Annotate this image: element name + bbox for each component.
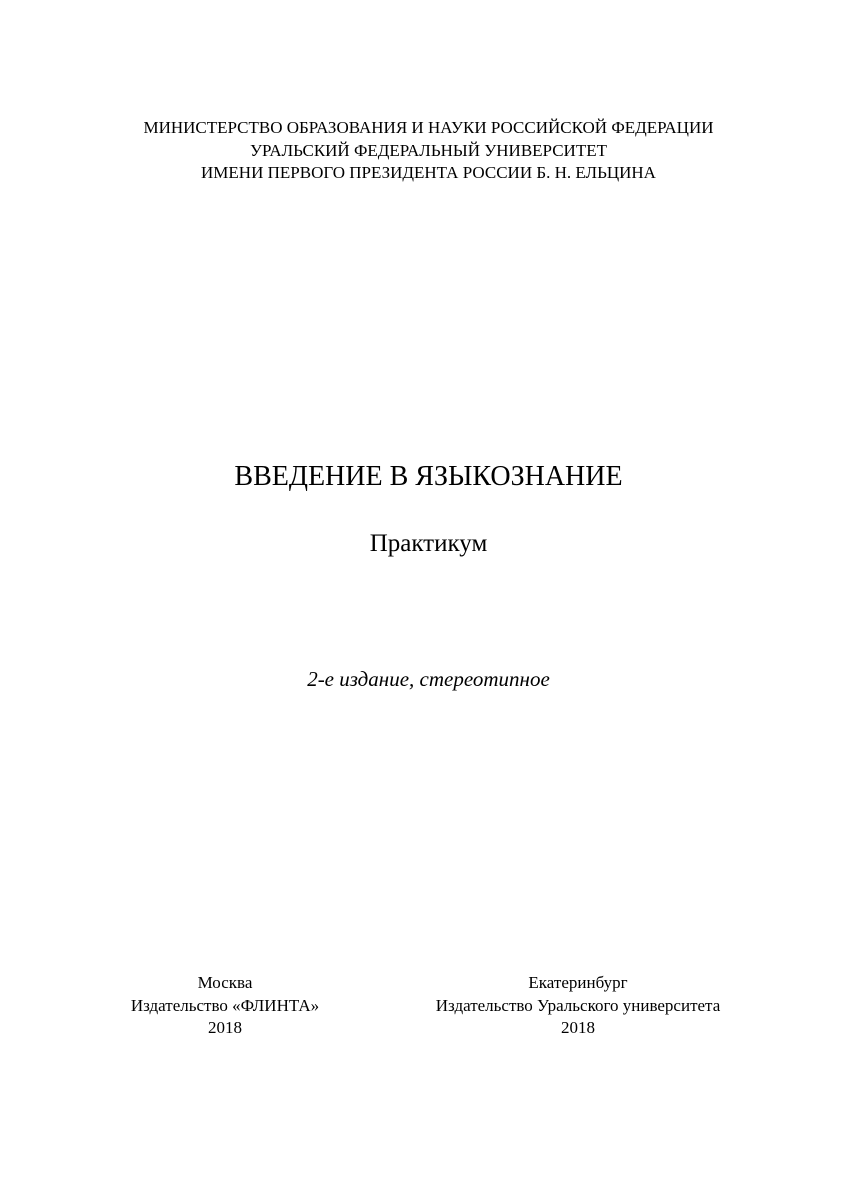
edition-note: 2-е издание, стереотипное [307,667,550,691]
publisher-city: Москва [197,973,253,992]
university-name-line: ИМЕНИ ПЕРВОГО ПРЕЗИДЕНТА РОССИИ Б. Н. ЕЛЬЦИНА [201,163,656,182]
publisher-year: 2018 [208,1018,242,1037]
university-line: УРАЛЬСКИЙ ФЕДЕРАЛЬНЫЙ УНИВЕРСИТЕТ [250,140,607,160]
publisher-year: 2018 [561,1018,595,1037]
book-subtitle: Практикум [369,530,488,557]
ministry-line: МИНИСТЕРСТВО ОБРАЗОВАНИЯ И НАУКИ РОССИЙСКОЙ ФЕДЕРАЦИИ [143,118,714,137]
publisher-name: Издательство «ФЛИНТА» [130,995,320,1015]
publisher-moscow [100,972,350,1040]
publisher-name: Издательство Уральского университета [435,995,721,1015]
book-title: ВВЕДЕНИЕ В ЯЗЫКОЗНАНИЕ [234,461,623,492]
publisher-ekaterinburg [418,972,738,1040]
publisher-city: Екатеринбург [528,973,628,992]
institution-header [0,117,857,185]
